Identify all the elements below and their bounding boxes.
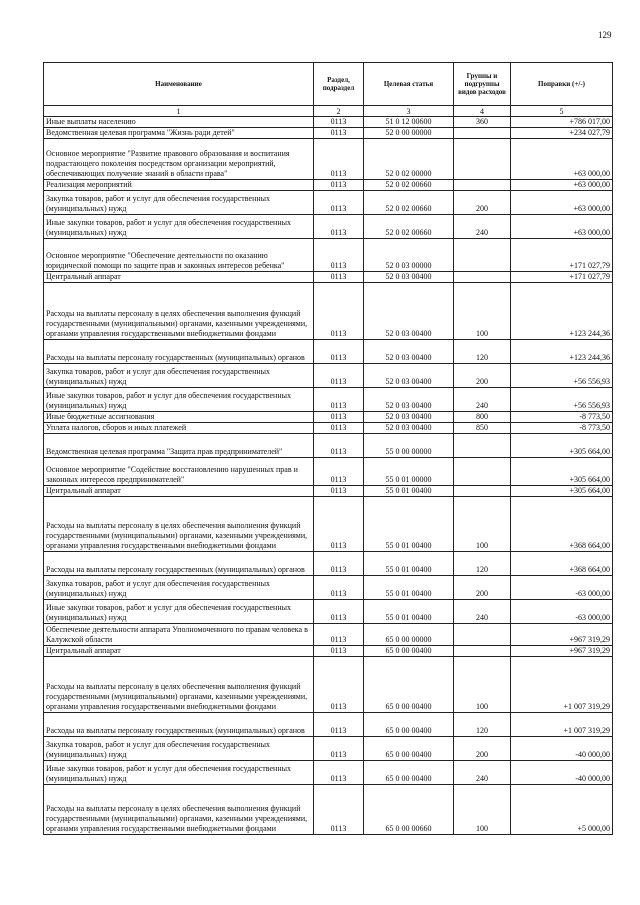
- row-target-article: 52 0 00 00000: [364, 128, 454, 139]
- row-section: 0113: [314, 761, 364, 785]
- table-row: [44, 552, 613, 576]
- row-expense-type: 100: [454, 657, 511, 713]
- row-target-article: 65 0 00 00400: [364, 657, 454, 713]
- row-amount: -40 000,00: [511, 761, 613, 785]
- row-expense-type: [454, 239, 511, 272]
- row-section: 0113: [314, 239, 364, 272]
- row-name: Расходы на выплаты персоналу в целях обеспечения выполнения функций государственными (муниципальными) органами, казенными учреждениями, органами управления государственными внебюджетными фондами: [44, 283, 314, 340]
- table-row: [44, 283, 613, 340]
- header-section: Раздел, подраздел: [314, 63, 364, 106]
- row-section: 0113: [314, 497, 364, 552]
- row-expense-type: 100: [454, 497, 511, 552]
- row-name: Закупка товаров, работ и услуг для обеспечения государственных (муниципальных) нужд: [44, 191, 314, 215]
- row-name: Иные закупки товаров, работ и услуг для обеспечения государственных (муниципальных) нужд: [44, 761, 314, 785]
- row-section: 0113: [314, 624, 364, 646]
- row-target-article: 65 0 00 00400: [364, 761, 454, 785]
- row-name: Реализация мероприятий: [44, 180, 314, 191]
- table-row: [44, 785, 613, 835]
- table-row: [44, 139, 613, 180]
- row-target-article: 51 0 12 00600: [364, 117, 454, 128]
- row-section: 0113: [314, 737, 364, 761]
- row-amount: +967 319,29: [511, 646, 613, 657]
- table-row: [44, 576, 613, 600]
- row-amount: -63 000,00: [511, 576, 613, 600]
- table-body: [44, 117, 613, 835]
- row-amount: +63 000,00: [511, 139, 613, 180]
- header-expense-groups: Группы и подгруппы видов расходов: [454, 63, 511, 106]
- row-name: Расходы на выплаты персоналу в целях обеспечения выполнения функций государственными (муниципальными) органами, казенными учреждениями, органами управления государственными внебюджетными фондами: [44, 657, 314, 713]
- row-section: 0113: [314, 657, 364, 713]
- row-target-article: 52 0 03 00400: [364, 364, 454, 388]
- row-section: 0113: [314, 646, 364, 657]
- table-header-row: [44, 63, 613, 106]
- table-row: [44, 239, 613, 272]
- row-target-article: 65 0 00 00400: [364, 713, 454, 737]
- row-name: Закупка товаров, работ и услуг для обеспечения государственных (муниципальных) нужд: [44, 737, 314, 761]
- row-amount: +123 244,36: [511, 283, 613, 340]
- table-row: [44, 497, 613, 552]
- row-expense-type: 240: [454, 215, 511, 239]
- row-target-article: 55 0 01 00400: [364, 600, 454, 624]
- header-target-article: Целевая статья: [364, 63, 454, 106]
- row-section: 0113: [314, 434, 364, 458]
- row-section: 0113: [314, 486, 364, 497]
- row-expense-type: [454, 624, 511, 646]
- row-amount: +1 007 319,29: [511, 713, 613, 737]
- row-amount: +63 000,00: [511, 180, 613, 191]
- row-amount: +5 000,00: [511, 785, 613, 835]
- row-amount: -40 000,00: [511, 737, 613, 761]
- row-amount: +234 027,79: [511, 128, 613, 139]
- table-row: [44, 434, 613, 458]
- table-row: [44, 180, 613, 191]
- row-amount: +305 664,00: [511, 458, 613, 486]
- row-expense-type: 240: [454, 761, 511, 785]
- row-target-article: 52 0 03 00400: [364, 340, 454, 364]
- row-name: Ведомственная целевая программа "Жизнь ради детей": [44, 128, 314, 139]
- row-expense-type: [454, 458, 511, 486]
- column-number-row: [44, 106, 613, 117]
- header-amendments: Поправки (+/-): [511, 63, 613, 106]
- row-amount: +368 664,00: [511, 497, 613, 552]
- row-expense-type: 120: [454, 713, 511, 737]
- row-name: Закупка товаров, работ и услуг для обеспечения государственных (муниципальных) нужд: [44, 364, 314, 388]
- row-name: Расходы на выплаты персоналу государственных (муниципальных) органов: [44, 340, 314, 364]
- table-row: [44, 458, 613, 486]
- row-amount: +171 027,79: [511, 272, 613, 283]
- row-target-article: 52 0 02 00660: [364, 180, 454, 191]
- row-amount: -63 000,00: [511, 600, 613, 624]
- row-name: Иные закупки товаров, работ и услуг для обеспечения государственных (муниципальных) нужд: [44, 600, 314, 624]
- table-row: [44, 761, 613, 785]
- column-number: 1: [44, 106, 314, 117]
- table-row: [44, 215, 613, 239]
- row-expense-type: 200: [454, 191, 511, 215]
- table-row: [44, 624, 613, 646]
- row-amount: +63 000,00: [511, 191, 613, 215]
- row-expense-type: [454, 128, 511, 139]
- row-expense-type: [454, 434, 511, 458]
- row-section: 0113: [314, 713, 364, 737]
- row-expense-type: 200: [454, 364, 511, 388]
- row-target-article: 52 0 03 00400: [364, 388, 454, 412]
- row-amount: +305 664,00: [511, 486, 613, 497]
- row-section: 0113: [314, 283, 364, 340]
- header-name: Наименование: [44, 63, 314, 106]
- row-target-article: 52 0 03 00000: [364, 239, 454, 272]
- row-expense-type: 360: [454, 117, 511, 128]
- table-row: [44, 128, 613, 139]
- row-expense-type: [454, 272, 511, 283]
- row-expense-type: 240: [454, 600, 511, 624]
- table-row: [44, 412, 613, 423]
- row-name: Расходы на выплаты персоналу в целях обеспечения выполнения функций государственными (муниципальными) органами, казенными учреждениями, органами управления государственными внебюджетными фондами: [44, 497, 314, 552]
- row-section: 0113: [314, 191, 364, 215]
- row-expense-type: [454, 486, 511, 497]
- row-amount: +967 319,29: [511, 624, 613, 646]
- row-target-article: 52 0 02 00000: [364, 139, 454, 180]
- row-name: Основное мероприятие "Обеспечение деятельности по оказанию юридической помощи по защите прав и законных интересов ребенка": [44, 239, 314, 272]
- row-expense-type: 100: [454, 785, 511, 835]
- row-amount: +305 664,00: [511, 434, 613, 458]
- table-row: [44, 646, 613, 657]
- row-expense-type: 200: [454, 576, 511, 600]
- row-amount: -8 773,50: [511, 412, 613, 423]
- row-target-article: 55 0 01 00400: [364, 576, 454, 600]
- row-section: 0113: [314, 576, 364, 600]
- row-name: Центральный аппарат: [44, 486, 314, 497]
- table-row: [44, 486, 613, 497]
- row-target-article: 65 0 00 00400: [364, 737, 454, 761]
- column-number: 4: [454, 106, 511, 117]
- table-row: [44, 423, 613, 434]
- row-expense-type: 850: [454, 423, 511, 434]
- row-expense-type: 800: [454, 412, 511, 423]
- row-expense-type: 120: [454, 340, 511, 364]
- page-number: 129: [598, 30, 612, 40]
- row-target-article: 55 0 00 00000: [364, 434, 454, 458]
- row-section: 0113: [314, 458, 364, 486]
- row-amount: +63 000,00: [511, 215, 613, 239]
- row-name: Основное мероприятие "Содействие восстановлению нарушенных прав и законных интересов предпринимателей": [44, 458, 314, 486]
- row-section: 0113: [314, 117, 364, 128]
- row-name: Обеспечение деятельности аппарата Уполномоченного по правам человека в Калужской области: [44, 624, 314, 646]
- table-row: [44, 340, 613, 364]
- row-name: Расходы на выплаты персоналу государственных (муниципальных) органов: [44, 713, 314, 737]
- row-target-article: 52 0 03 00400: [364, 283, 454, 340]
- row-section: 0113: [314, 215, 364, 239]
- table-row: [44, 191, 613, 215]
- row-section: 0113: [314, 139, 364, 180]
- column-number: 5: [511, 106, 613, 117]
- row-target-article: 55 0 01 00000: [364, 458, 454, 486]
- row-amount: +1 007 319,29: [511, 657, 613, 713]
- row-target-article: 55 0 01 00400: [364, 497, 454, 552]
- row-expense-type: [454, 139, 511, 180]
- row-expense-type: [454, 646, 511, 657]
- row-name: Расходы на выплаты персоналу государственных (муниципальных) органов: [44, 552, 314, 576]
- table-row: [44, 600, 613, 624]
- row-section: 0113: [314, 552, 364, 576]
- row-name: Иные закупки товаров, работ и услуг для обеспечения государственных (муниципальных) нужд: [44, 388, 314, 412]
- row-target-article: 52 0 03 00400: [364, 412, 454, 423]
- row-target-article: 65 0 00 00400: [364, 646, 454, 657]
- row-name: Центральный аппарат: [44, 272, 314, 283]
- row-name: Уплата налогов, сборов и иных платежей: [44, 423, 314, 434]
- row-target-article: 55 0 01 00400: [364, 486, 454, 497]
- row-name: Иные бюджетные ассигнования: [44, 412, 314, 423]
- row-target-article: 55 0 01 00400: [364, 552, 454, 576]
- row-name: Основное мероприятие "Развитие правового образования и воспитания подрастающего поколения посредством организации мероприятий, обеспечивающих получение знаний в области права": [44, 139, 314, 180]
- row-amount: +123 244,36: [511, 340, 613, 364]
- row-name: Иные закупки товаров, работ и услуг для обеспечения государственных (муниципальных) нужд: [44, 215, 314, 239]
- row-section: 0113: [314, 388, 364, 412]
- row-amount: +56 556,93: [511, 388, 613, 412]
- table-row: [44, 657, 613, 713]
- row-section: 0113: [314, 272, 364, 283]
- row-name: Ведомственная целевая программа "Защита прав предпринимателей": [44, 434, 314, 458]
- row-target-article: 52 0 02 00660: [364, 191, 454, 215]
- table-row: [44, 117, 613, 128]
- row-amount: +171 027,79: [511, 239, 613, 272]
- budget-amendments-table: [43, 62, 613, 835]
- row-amount: +786 017,00: [511, 117, 613, 128]
- table-row: [44, 713, 613, 737]
- row-expense-type: [454, 180, 511, 191]
- column-number: 3: [364, 106, 454, 117]
- row-amount: +56 556,93: [511, 364, 613, 388]
- row-target-article: 65 0 00 00660: [364, 785, 454, 835]
- row-amount: -8 773,50: [511, 423, 613, 434]
- row-section: 0113: [314, 600, 364, 624]
- row-expense-type: 100: [454, 283, 511, 340]
- column-number: 2: [314, 106, 364, 117]
- row-target-article: 65 0 00 00000: [364, 624, 454, 646]
- table-row: [44, 737, 613, 761]
- row-amount: +368 664,00: [511, 552, 613, 576]
- row-section: 0113: [314, 412, 364, 423]
- row-expense-type: 240: [454, 388, 511, 412]
- row-name: Расходы на выплаты персоналу в целях обеспечения выполнения функций государственными (муниципальными) органами, казенными учреждениями, органами управления государственными внебюджетными фондами: [44, 785, 314, 835]
- row-name: Центральный аппарат: [44, 646, 314, 657]
- row-name: Закупка товаров, работ и услуг для обеспечения государственных (муниципальных) нужд: [44, 576, 314, 600]
- row-target-article: 52 0 02 00660: [364, 215, 454, 239]
- row-expense-type: 200: [454, 737, 511, 761]
- row-section: 0113: [314, 364, 364, 388]
- row-section: 0113: [314, 340, 364, 364]
- table-row: [44, 364, 613, 388]
- row-section: 0113: [314, 785, 364, 835]
- row-name: Иные выплаты населению: [44, 117, 314, 128]
- row-section: 0113: [314, 180, 364, 191]
- row-section: 0113: [314, 423, 364, 434]
- row-target-article: 52 0 03 00400: [364, 272, 454, 283]
- table-row: [44, 388, 613, 412]
- table-row: [44, 272, 613, 283]
- row-target-article: 52 0 03 00400: [364, 423, 454, 434]
- row-expense-type: 120: [454, 552, 511, 576]
- row-section: 0113: [314, 128, 364, 139]
